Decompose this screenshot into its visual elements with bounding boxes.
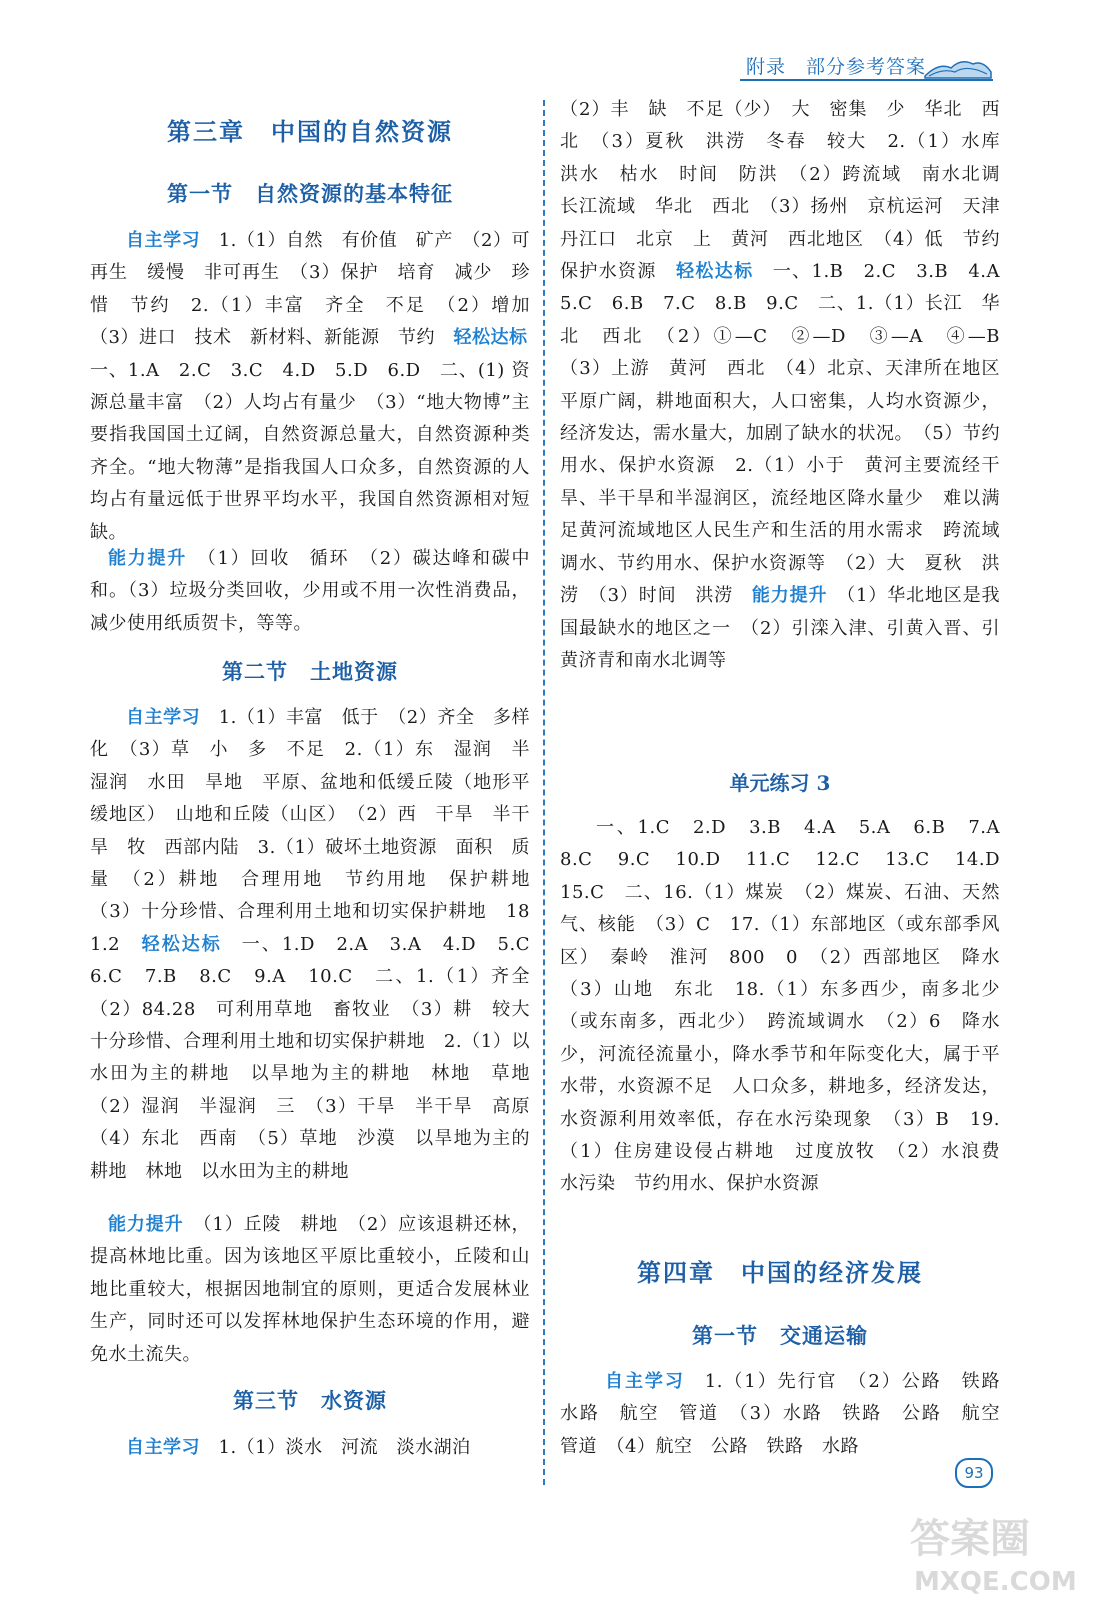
answer-text: （1）华北地区是我国最缺水的地区之一 （2）引滦入津、引黄入晋、引黄济青和南水北调等 xyxy=(560,585,1001,671)
section-1-title: 第一节 自然资源的基本特征 xyxy=(167,181,453,206)
answer-text: 一、1.C 2.D 3.B 4.A 5.A 6.B 7.A 8.C 9.C 10.D 11.C 12.C 13.C 14.D 15.C 二、16.（1）煤炭 （2）煤炭、石油、天然气、核能 （3）C 17.（1）东部地区（或东部季风区） 秦岭 淮河 800 0 （2）西部地区 降水 （3）山地 东北 18.（1）东多西少，南多北少（或东南多，西北少） 跨流域调水 （2）6 降水少，河流径流量小，降水季节和年际变化大，属于平水带，水资源不足 人口众多，耕地多，经济发达，水资源利用效率低，存在水污染现象 （3）B 19.（1）住房建设侵占耕地 过度放牧 （2）水浪费 水污染 节约用水、保护水资源 xyxy=(560,817,1019,1195)
chapter-4-section-1-answers xyxy=(560,1366,1019,1463)
label-zizhu-xuexi: 自主学习 xyxy=(126,707,201,728)
mountain-logo-icon xyxy=(921,54,993,80)
answer-text: 一、1.A 2.C 3.C 4.D 5.D 6.D 二、(1) 资源总量丰富 （2）人均占有量少 （3）“地大物博”主要指我国国土辽阔，自然资源总量大，自然资源种类齐全。“地大物薄”是指我国人口众多，自然资源的人均占有量远低于世界平均水平，我国自然资源相对短缺。 xyxy=(90,327,546,543)
answer-text: 1.（1）自然 有价值 矿产 （2）可再生 缓慢 非可再生 （3）保护 培育 减少 珍惜 节约 2.（1）丰富 齐全 不足 （2）增加 （3）进口 技术 新材料、新能源 节约 xyxy=(90,230,549,349)
answer-text: 一、1.D 2.A 3.A 4.D 5.C 6.C 7.B 8.C 9.A 10.C 二、1.（1）齐全 （2）84.28 可利用草地 畜牧业 （3）耕 较大 十分珍惜、合理利用土地和切实保护耕地 2.（1）以水田为主的耕地 以旱地为主的耕地 林地 草地 （2）湿润 半湿润 三 （3）干旱 半干旱 高原 （4）东北 西南 （5）草地 沙漠 以旱地为主的耕地 林地 以水田为主的耕地 xyxy=(90,933,549,1182)
label-nengli-tisheng: 能力提升 xyxy=(108,1214,184,1235)
watermark-url: MXQE.COM xyxy=(914,1567,1077,1597)
header-text: 附录 部分参考答案 xyxy=(745,56,926,78)
answer-text: 1.（1）淡水 河流 淡水湖泊 xyxy=(200,1437,471,1458)
answer-text: 一、1.B 2.C 3.B 4.A 5.C 6.B 7.C 8.B 9.C 二、1.（1）长江 华北 西北 （2）①—C ②—D ③—A ④—B （3）上游 黄河 西北 （4）北京、天津所在地区平原广阔，耕地面积大，人口密集，人均水资源少，经济发达，需水量大，加剧了缺水的状况。 （5）节约用水、保护水资源 2.（1）小于 黄河主要流经干旱、半干旱和半湿润区，流经地区降水量少 难以满足黄河流域地区人民生产和生活的用水需求 跨流域调水、节约用水、保护水资源等 （2）大 夏秋 洪涝 （3）时间 洪涝 xyxy=(560,261,1019,607)
label-nengli-tisheng: 能力提升 xyxy=(751,585,828,607)
label-qingsong-dabiao: 轻松达标 xyxy=(453,327,528,349)
label-zizhu-xuexi: 自主学习 xyxy=(605,1371,685,1392)
section-3-answers-start xyxy=(90,1432,530,1464)
answer-text: （1）丘陵 耕地 （2）应该退耕还林，提高林地比重。因为该地区平原比重较小，丘陵和山地比重较大，根据因地制宜的原则，更适合发展林业生产，同时还可以发挥林地保护生态环境的作用，避免水土流失。 xyxy=(90,1214,531,1365)
answer-text: 1.（1）先行官 （2）公路 铁路 水路 航空 管道 （3）水路 铁路 公路 航空 管道 （4）航空 公路 铁路 水路 xyxy=(560,1371,1019,1457)
chapter-4-title: 第四章 中国的经济发展 xyxy=(637,1258,923,1287)
label-qingsong-dabiao: 轻松达标 xyxy=(676,261,754,283)
answer-text: （1）回收 循环 （2）碳达峰和碳中和。（3）垃圾分类回收，少用或不用一次性消费品，减少使用纸质贺卡，等等。 xyxy=(90,548,531,634)
section-3-answers-cont xyxy=(560,94,1019,677)
watermark-title: 答案圈 xyxy=(910,1516,1030,1562)
section-2-answers xyxy=(90,702,549,1188)
label-qingsong-dabiao: 轻松达标 xyxy=(141,933,222,955)
unit-exercise-3-title: 单元练习 3 xyxy=(729,771,831,795)
label-nengli-tisheng: 能力提升 xyxy=(108,548,188,569)
section-2-title: 第二节 土地资源 xyxy=(222,659,398,684)
page-number: 93 xyxy=(955,1458,993,1488)
section-3-title: 第三节 水资源 xyxy=(233,1388,387,1413)
unit-exercise-3-answers xyxy=(560,812,1019,1201)
header-rule xyxy=(740,79,993,81)
section-1-ability xyxy=(90,543,530,640)
label-zizhu-xuexi: 自主学习 xyxy=(126,1437,200,1458)
chapter-4-section-1-title: 第一节 交通运输 xyxy=(692,1323,868,1348)
chapter-3-title: 第三章 中国的自然资源 xyxy=(167,117,453,146)
answer-text: 1.（1）丰富 低于 （2）齐全 多样化 （3）草 小 多 不足 2.（1）东 湿润 半湿润 水田 旱地 平原、盆地和低缓丘陵（地形平缓地区） 山地和丘陵（山区） （2）西 干旱 半干旱 牧 西部内陆 3.（1）破坏土地资源 面积 质量 （2）耕地 合理用地 节约用地 保护耕地 （3）十分珍惜、合理利用土地和切实保护耕地 18 1.2 xyxy=(90,707,549,955)
section-1-answers xyxy=(90,225,549,549)
answer-text: （2）丰 缺 不足（少） 大 密集 少 华北 西北 （3）夏秋 洪涝 冬春 较大 2.（1）水库 洪水 枯水 时间 防洪 （2）跨流域 南水北调 长江流域 华北 西北 （3）扬州 京杭运河 天津 丹江口 北京 上 黄河 西北地区 （4）低 节约 保护水资源 xyxy=(560,99,1019,283)
section-2-ability xyxy=(90,1209,530,1371)
watermark-logo xyxy=(900,1500,1090,1600)
page-header xyxy=(0,52,1101,92)
label-zizhu-xuexi: 自主学习 xyxy=(126,230,201,251)
